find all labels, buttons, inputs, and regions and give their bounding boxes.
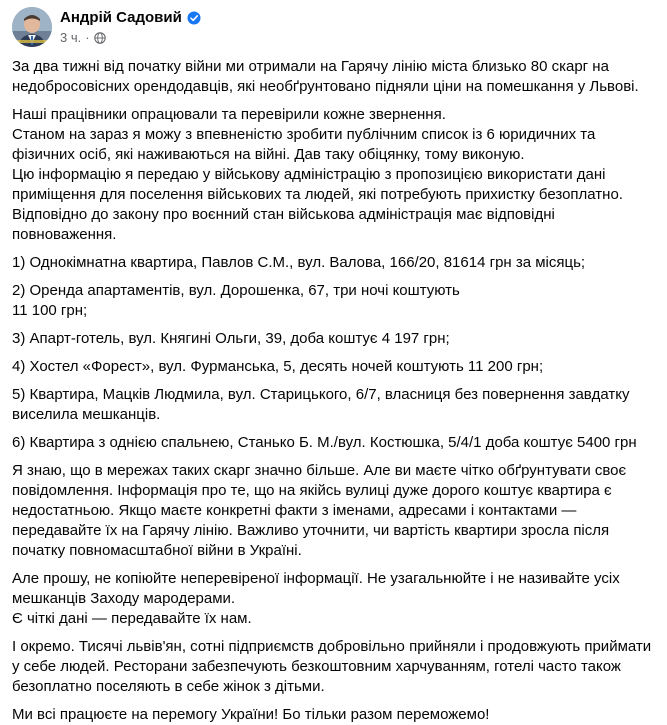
post-header-text — [60, 8, 201, 47]
author-name[interactable]: Андрій Садовий — [60, 9, 182, 26]
list-item-6: 6) Квартира з однією спальнею, Станько Б. М./вул. Костюшка, 5/4/1 доба коштує 5400 грн — [12, 434, 637, 451]
author-avatar[interactable] — [12, 7, 52, 47]
list-item-3: 3) Апарт-готель, вул. Княгині Ольги, 39, доба коштує 4 197 грн; — [12, 330, 450, 347]
avatar-image — [12, 7, 52, 47]
post-paragraph-gratitude: І окремо. Тисячі львів'ян, сотні підприємств добровільно прийняли і продовжують приймати у себе людей. Ресторани забезпечують безкоштовним харчуванням, готелі часто також безоплатно поселяють в себе жінок з дітьми. — [12, 638, 652, 695]
post-paragraph-verification: Наші працівники опрацювали та перевірили кожне звернення. Станом на зараз я можу з впевненістю зробити публічним список із 6 юридичних та фізичних осіб, які наживаються на війні. Дав таку обіцянку, тому виконую. Цю інформацію я передаю у військову адміністрацію з пропозицією використати дані приміщення для поселення військових та людей, які потребують прихистку безоплатно. Відповідно до закону про воєнний стан військова адміністрація має відповідні повноваження. — [12, 106, 623, 243]
author-row — [60, 8, 201, 28]
post-meta — [60, 29, 201, 47]
post-timestamp[interactable]: 3 ч. — [60, 30, 82, 45]
list-item-5: 5) Квартира, Мацків Людмила, вул. Старицького, 6/7, власниця без повернення завдатку виселила мешканців. — [12, 386, 630, 423]
post-paragraph-request: Але прошу, не копіюйте неперевіреної інформації. Не узагальнюйте і не називайте усіх мешканців Заходу мародерами. Є чіткі дані — передавайте їх нам. — [12, 570, 620, 627]
list-item-2: 2) Оренда апартаментів, вул. Дорошенка, 67, три ночі коштують 11 100 грн; — [12, 282, 460, 319]
meta-separator: · — [85, 30, 90, 45]
post-paragraph-intro: За два тижні від початку війни ми отримали на Гарячу лінію міста близько 80 скарг на недобросовісних орендодавців, які необґрунтовано підняли ціни на помешкання у Львові. — [12, 58, 639, 95]
globe-icon[interactable] — [94, 32, 106, 44]
post-body — [12, 57, 657, 725]
list-item-4: 4) Хостел «Форест», вул. Фурманська, 5, десять ночей коштують 11 200 грн; — [12, 358, 544, 375]
post-header — [12, 4, 201, 50]
list-item-1: 1) Однокімнатна квартира, Павлов С.М., вул. Валова, 166/20, 81614 грн за місяць; — [12, 254, 586, 271]
verified-badge-icon — [187, 11, 201, 25]
post-paragraph-closing: Ми всі працюєте на перемогу України! Бо тільки разом переможемо! — [12, 706, 490, 723]
post-paragraph-complaints: Я знаю, що в мережах таких скарг значно більше. Але ви маєте чітко обґрунтувати своє повідомлення. Інформація про те, що на якійсь вулиці дуже дорого коштує квартира є недостатньою. Якщо маєте конкретні факти з іменами, адресами і контактами — передавайте їх на Гарячу лінію. Важливо уточнити, чи вартість квартири зросла після початку повномасштабної війни в Україні. — [12, 462, 627, 559]
